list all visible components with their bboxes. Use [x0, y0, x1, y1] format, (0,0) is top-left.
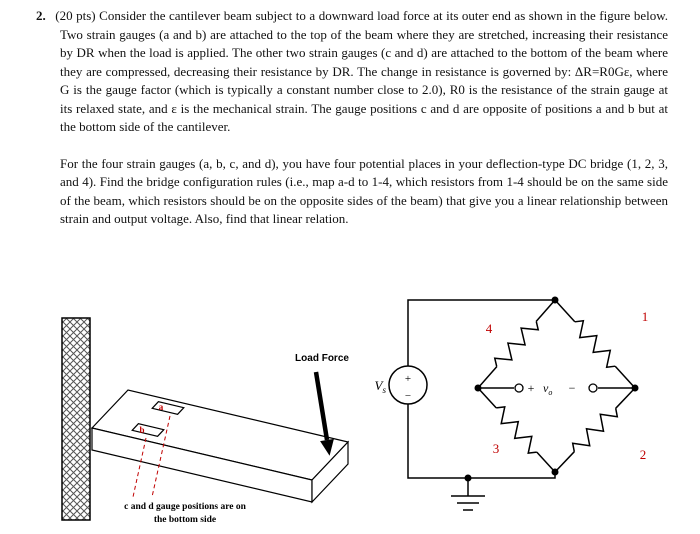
figure [0, 288, 700, 534]
bridge-top-node [552, 297, 559, 304]
problem-paragraph-1 [36, 7, 668, 137]
source-minus-sign: − [404, 390, 412, 402]
problem-paragraph-2 [36, 155, 668, 229]
resistor-4 [491, 317, 541, 371]
bridge-bottom-node [552, 469, 559, 476]
output-voltage-label [543, 381, 552, 397]
gauge-a-label: a [158, 402, 164, 412]
gauge-b-label: b [139, 425, 145, 435]
source-label-sub: s [382, 385, 386, 395]
resistor-2 [569, 403, 621, 456]
bridge-arms [478, 300, 635, 472]
resistor-2-label: 2 [639, 447, 647, 462]
load-force-arrow-shaft [316, 372, 327, 440]
source-plus-sign: + [404, 373, 412, 385]
cantilever-figure [62, 318, 349, 525]
source-top-wire [408, 300, 555, 366]
source-label [375, 378, 387, 395]
resistor-1-label: 1 [641, 309, 649, 324]
figure-caption-line1: c and d gauge positions are on [124, 502, 246, 512]
output-v: v [543, 381, 549, 395]
source-label-v: V [374, 378, 383, 393]
output-terminal-left [515, 384, 523, 392]
bridge-right-node [632, 385, 639, 392]
resistor-4-label: 4 [485, 321, 493, 336]
paragraph-2-text: For the four strain gauges (a, b, c, and d), you have four potential places in your deflection-type DC bridge (1, 2, 3, and 4). Find the bridge configuration rules (i.e., map a-d to 1-4, which resistors from 1-4 should be on the same side of the beam, which resistors should be on the opposite sides of the beam) that give you a linear relationship between strain and output voltage. Also, find that linear relation. [60, 155, 668, 226]
paragraph-1-text: (20 pts) Consider the cantilever beam subject to a downward load force at its outer end as shown in the figure below. Two strain gauges (a and b) are attached to the top of the beam where they are stretched, increasing their resistance by DR when the load is applied. The other two strain gauges (c and d) are attached to the bottom of the beam where they are compressed, decreasing their resistance by DR. The change in resistance is governed by: ΔR=R0Gε, where G is the gauge factor (which is typically a constant number close to 2.0), R0 is the resistance of the strain gauge at its relaxed state, and ε is the mechanical strain. The gauge positions c and d are opposite of positions a and b but at the bottom side of the cantilever. [55, 8, 669, 134]
ground-junction-node [465, 475, 472, 482]
problem-number: 2. [36, 8, 46, 23]
load-force-label: Load Force [295, 353, 349, 364]
wall [62, 318, 90, 520]
bridge-left-node [475, 385, 482, 392]
output-terminal-right [589, 384, 597, 392]
problem-statement [36, 7, 668, 229]
figure-caption-line2: the bottom side [153, 515, 217, 525]
output-v-sub: o [548, 388, 553, 397]
output-plus-sign: + [527, 381, 535, 395]
source-bottom-wire [408, 404, 555, 478]
resistor-1 [570, 317, 621, 371]
bridge-circuit [375, 297, 649, 511]
ground-icon [451, 496, 485, 510]
output-minus-sign: − [568, 381, 576, 395]
resistor-3-label: 3 [492, 441, 500, 456]
